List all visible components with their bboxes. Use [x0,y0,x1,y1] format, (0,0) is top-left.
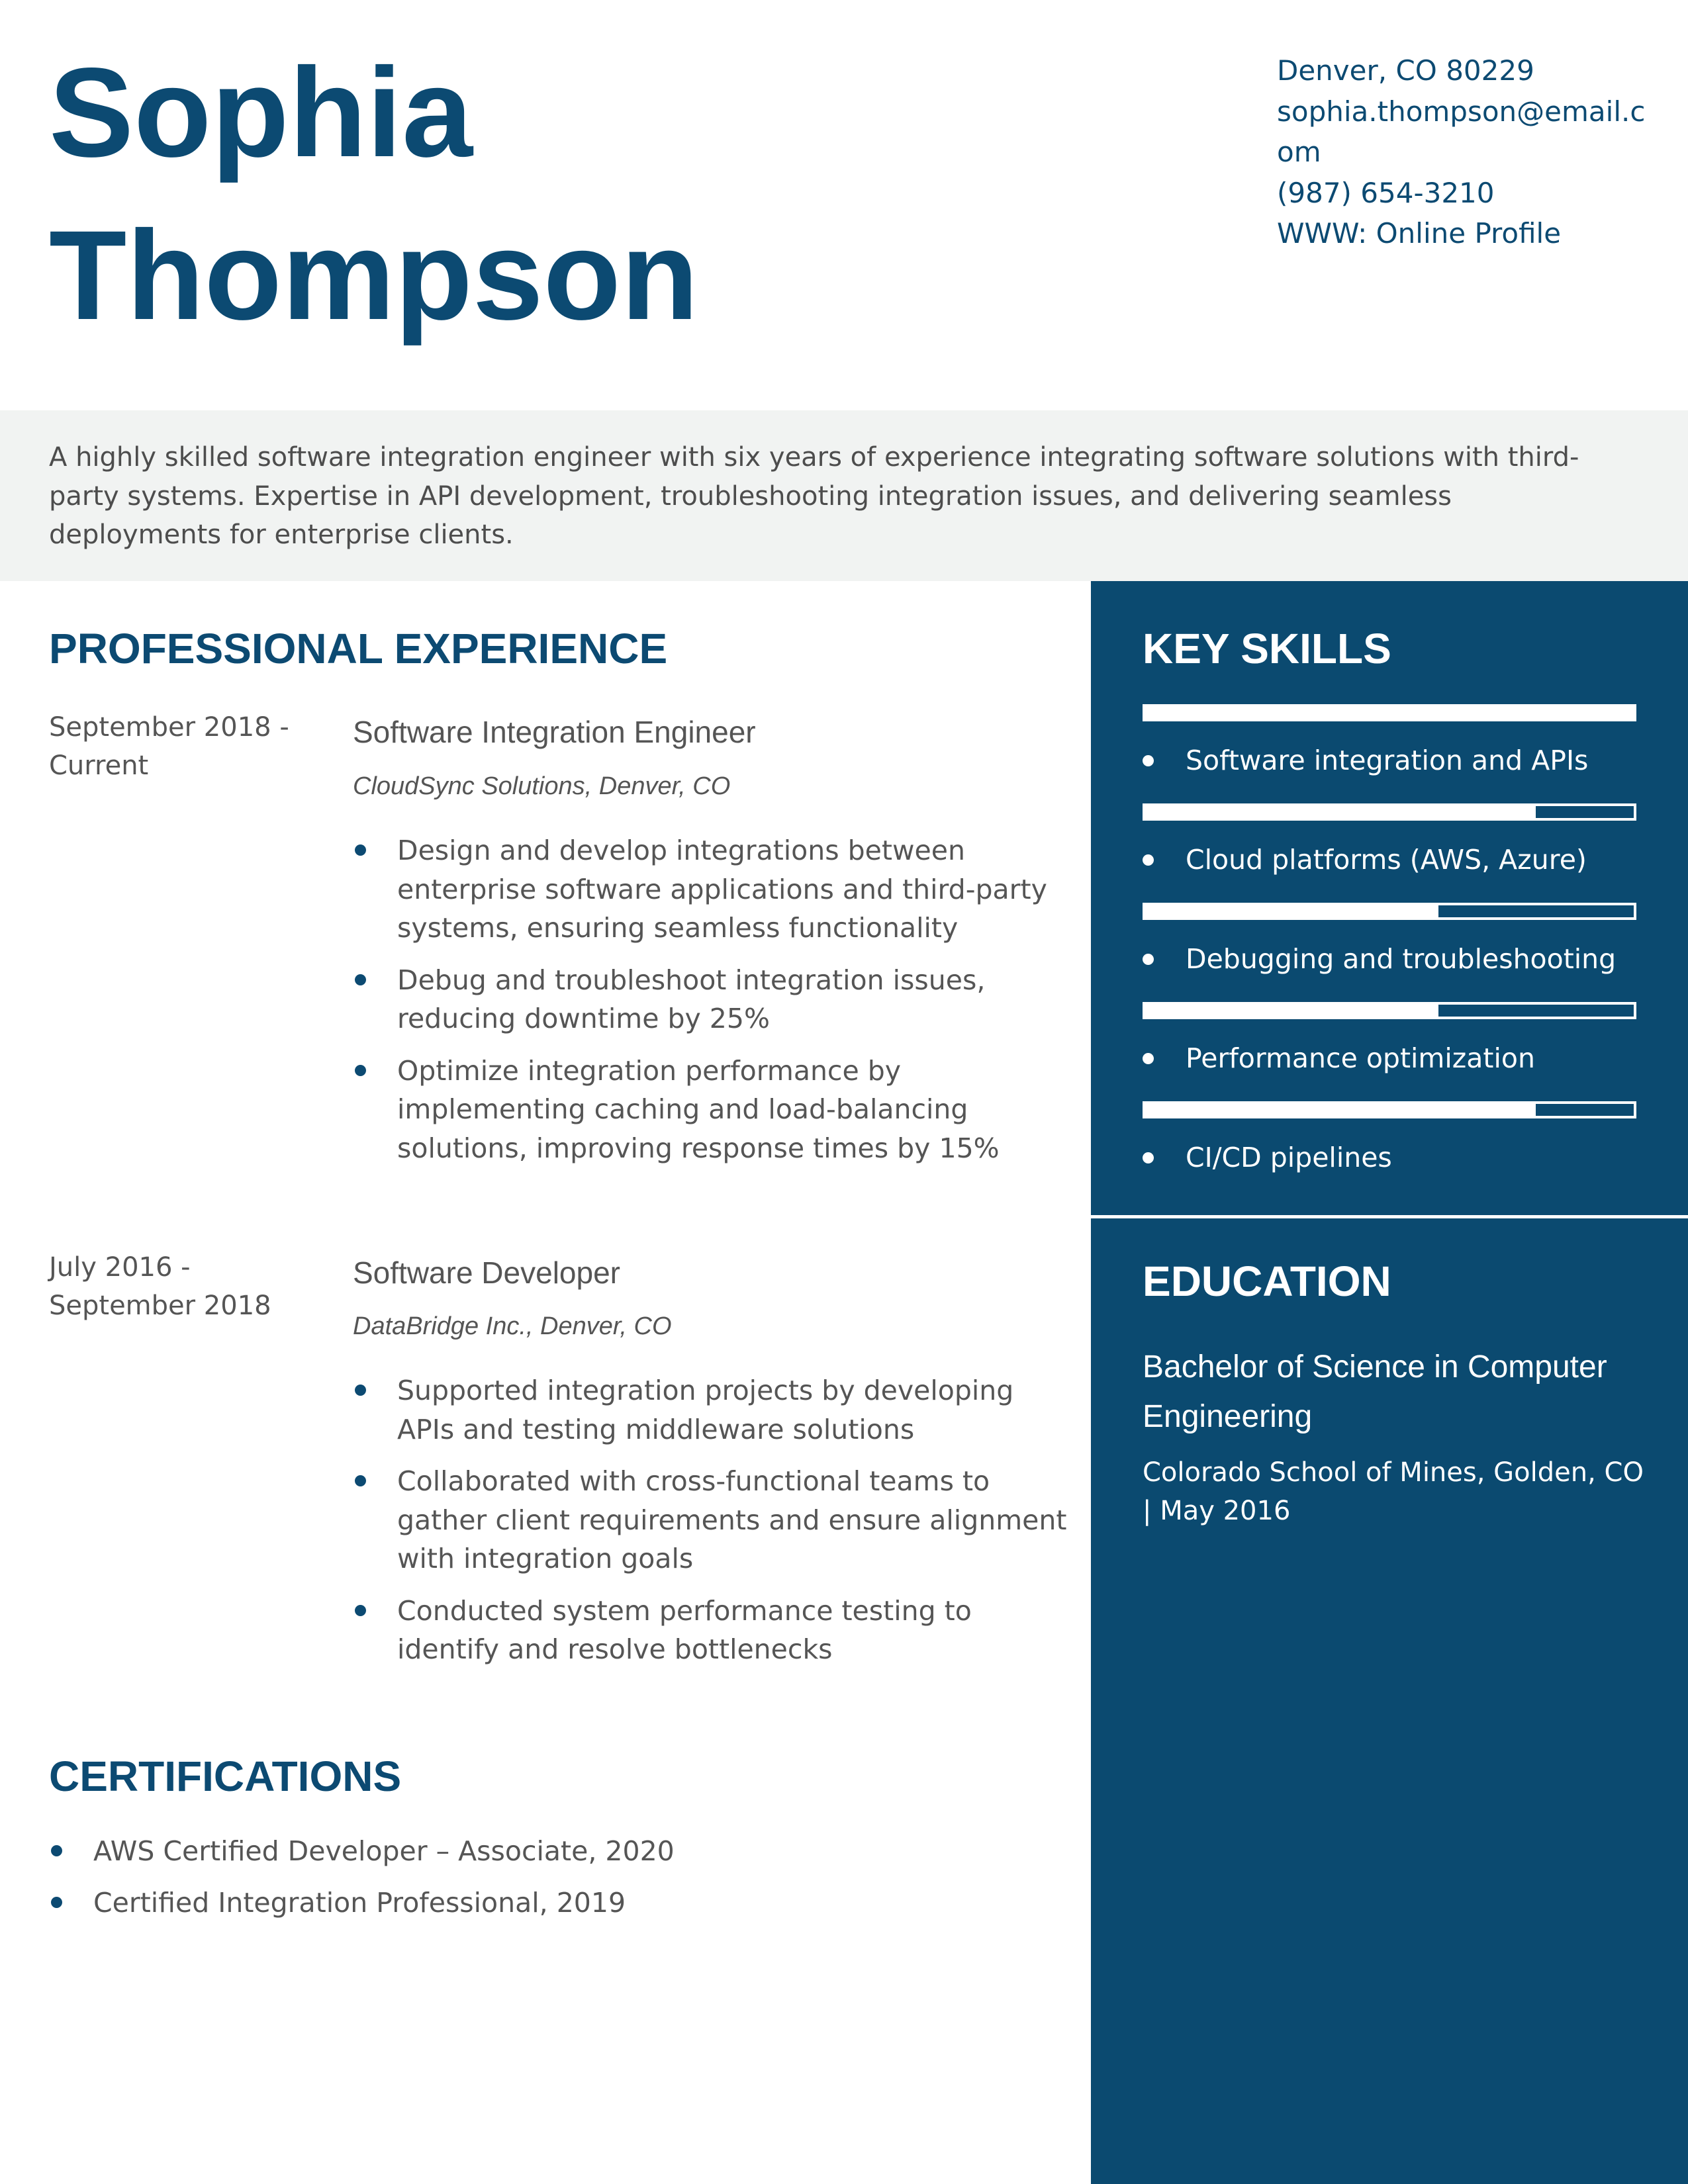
summary-band [0,410,1688,581]
skill-label: Performance optimization [1186,1042,1535,1074]
summary-text: A highly skilled software integration engineer with six years of experience integrating software solutions with third-party systems. Expertise in API development, troubleshooting integration issues, and delivering seamless deployments for enterprise clients. [49,442,1579,550]
education-degree: Bachelor of Science in Computer Engineering [1143,1349,1607,1434]
job-2-title: Software Developer [353,1255,620,1290]
contact-location: Denver, CO 80229 [1277,54,1534,87]
skill-level-bar [1143,1002,1636,1019]
skill-label: Software integration and APIs [1186,745,1589,776]
contact-website-link[interactable]: WWW: Online Profile [1277,217,1562,250]
skill-level-bar [1143,903,1636,920]
first-name: Sophia [49,41,473,183]
skill-label: CI/CD pipelines [1186,1142,1392,1173]
contact-info [1277,50,1648,254]
section-divider [1091,1215,1688,1218]
skill-level-bar [1143,704,1636,721]
list-item: Supported integration projects by developing APIs and testing middleware solutions [353,1371,1068,1449]
education-school: Colorado School of Mines, Golden, CO | May 2016 [1143,1457,1644,1526]
job-2-dates: July 2016 - September 2018 [49,1252,271,1321]
list-item: Optimize integration performance by implementing caching and load-balancing solutions, improving response times by 15% [353,1052,1068,1168]
contact-email[interactable]: sophia.thompson@email.com [1277,95,1646,168]
certifications-list [49,1832,1042,1935]
skill-level-bar [1143,1101,1636,1118]
experience-heading: PROFESSIONAL EXPERIENCE [49,625,668,672]
bullet-icon [1143,755,1154,766]
job-2-company: DataBridge Inc., Denver, CO [353,1312,672,1340]
certifications-heading: CERTIFICATIONS [49,1752,402,1800]
job-1-bullets [353,831,1068,1181]
bullet-icon [1143,854,1154,866]
education-heading: EDUCATION [1143,1257,1391,1305]
list-item: AWS Certified Developer – Associate, 2020 [49,1832,1042,1870]
skill-level-fill [1145,1005,1438,1017]
job-2-bullets [353,1371,1068,1682]
skill-level-fill [1145,707,1634,719]
last-name: Thompson [49,204,699,346]
list-item: Conducted system performance testing to identify and resolve bottlenecks [353,1592,1068,1669]
sidebar [1091,581,1688,2184]
skill-label: Debugging and troubleshooting [1186,943,1617,975]
skill-level-fill [1145,1104,1536,1116]
bullet-icon [1143,1152,1154,1163]
skill-label: Cloud platforms (AWS, Azure) [1186,844,1587,876]
job-1-title: Software Integration Engineer [353,715,756,749]
list-item: Collaborated with cross-functional teams to gather client requirements and ensure alignment with integration goals [353,1462,1068,1578]
job-1-dates: September 2018 - Current [49,712,289,781]
skill-level-fill [1145,905,1438,917]
bullet-icon [1143,954,1154,965]
skill-level-fill [1145,806,1536,818]
skill-level-bar [1143,803,1636,821]
job-1-company: CloudSync Solutions, Denver, CO [353,772,731,800]
contact-phone: (987) 654-3210 [1277,176,1495,209]
list-item: Design and develop integrations between enterprise software applications and third-party systems, ensuring seamless functionality [353,831,1068,948]
list-item: Debug and troubleshoot integration issues, reducing downtime by 25% [353,961,1068,1038]
skills-heading: KEY SKILLS [1143,625,1391,672]
bullet-icon [1143,1053,1154,1064]
list-item: Certified Integration Professional, 2019 [49,1884,1042,1922]
